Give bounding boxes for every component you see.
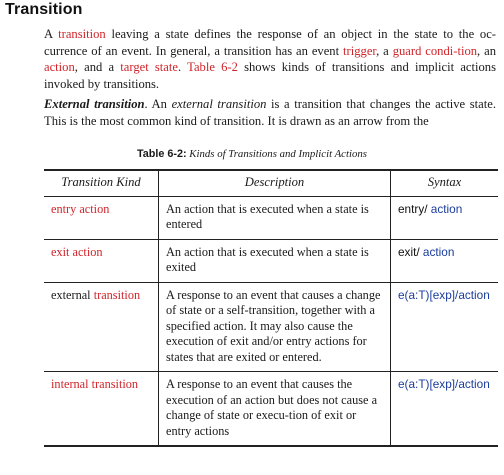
cell-syntax [391,282,499,372]
link-trigger[interactable]: trigger [343,43,377,58]
link-transition[interactable]: transition [58,27,106,41]
table-row [44,196,498,239]
cell-kind [44,239,159,282]
external-transition-paragraph [44,96,496,129]
link-table-6-2[interactable]: Table 6-2 [187,60,238,75]
cell-kind [44,282,159,372]
defined-term: external transition [171,97,267,111]
cell-description: An action that is executed when a state is exited [159,239,391,282]
transitions-table [44,169,498,447]
table-caption-title: Kinds of Transitions and Implicit Actions [186,148,367,160]
cell-description: An action that is executed when a state is entered [159,196,391,239]
link-guard-condition[interactable]: guard condi-tion [392,43,478,58]
text-run: shows kinds of transitions and implicit actions invoked by transitions. [44,60,496,91]
cell-kind [44,372,159,447]
text-run: . [178,60,188,75]
cell-description: A response to an event that causes a change of state or a self-transition, together with a specified action. It may also cause the execution of exit and/or entry actions for states that are exited or entered. [159,282,391,372]
syntax-keyword: exit/ [398,244,423,259]
link-action[interactable]: action [44,60,75,75]
text-run: , an [477,43,496,58]
paragraph-lead: External transition [44,97,145,111]
syntax-link[interactable]: e(a:T)[exp]/action [398,287,490,302]
section-heading: Transition [5,1,83,18]
cell-syntax [391,372,499,447]
text-run: , a [376,43,393,58]
intro-paragraph [44,26,496,92]
syntax-link[interactable]: e(a:T)[exp]/action [398,377,490,391]
text-run: A [44,27,59,41]
text-run: is a transition that changes the active state. This is the most common kind of transition. It is drawn as an arrow from the [44,97,496,128]
header-description: Description [159,170,391,196]
syntax-link[interactable]: action [422,244,455,259]
table-caption [0,148,504,160]
header-syntax: Syntax [391,170,499,196]
table-header-row [44,170,498,196]
link-exit-action[interactable]: exit action [51,244,103,259]
table-caption-label: Table 6-2: [137,148,187,160]
syntax-link[interactable]: action [430,201,463,216]
cell-syntax [391,196,499,239]
link-transition[interactable]: transition [93,287,141,302]
table-row [44,372,498,447]
table-row [44,239,498,282]
link-internal-transition[interactable]: internal transition [51,377,139,391]
link-entry-action[interactable]: entry action [51,201,110,216]
cell-kind [44,196,159,239]
text-run: leaving a state defines the response of an object in the state to the oc-currence of an event. In general, a transition has an event [44,27,496,58]
cell-description: A response to an event that causes the execution of an action but does not cause a change of state or execu-tion of exit or entry actions [159,372,391,447]
kind-prefix: external [51,287,94,302]
syntax-keyword: entry/ [398,201,431,216]
table-row [44,282,498,372]
text-run: . An [144,97,172,111]
header-transition-kind: Transition Kind [44,170,159,196]
text-run: , and a [74,60,121,75]
link-target-state[interactable]: target state [120,60,178,75]
cell-syntax [391,239,499,282]
